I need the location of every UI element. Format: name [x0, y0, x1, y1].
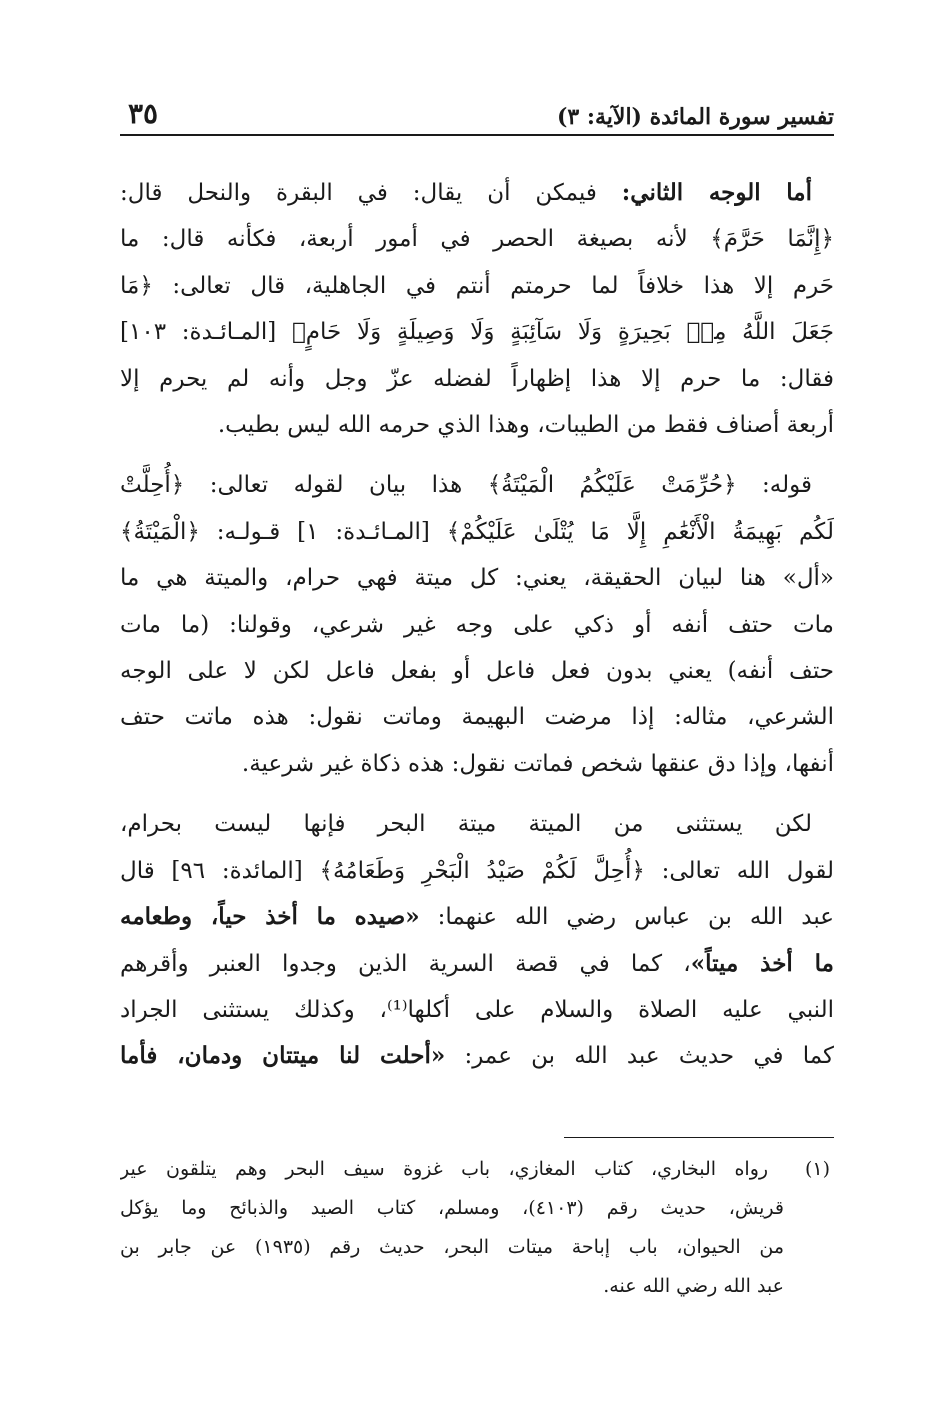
paragraph-2 [120, 462, 834, 787]
line-text: ، كما في قصة السرية الذين وجدوا العنبر وأقرهم [120, 950, 691, 977]
text-line: حَرم إلا هذا خلافاً لما حرمتم أنتم في الجاهلية، قال تعالى: ﴿مَا [120, 272, 834, 299]
text-line: لَكُم بَهِيمَةُ الْأَنْعَٰمِ إِلَّا مَا يُتْلَىٰ عَلَيْكُمْ﴾ [المـائـدة: ١] قـولـه: ﴿الْمَيْتَةُ﴾ [120, 518, 834, 545]
bold-phrase: «صيده ما أخذ حياً، وطعامه [120, 903, 420, 931]
text-line: مات حتف أنفه أو ذكي على وجه غير شرعي، وقولنا: (ما مات [120, 611, 834, 638]
footnote-separator [564, 1137, 834, 1138]
line-text: عبد الله بن عباس رضي الله عنهما: [419, 904, 834, 931]
text-line: ﴿إِنَّمَا حَرَّمَ﴾ لأنه بصيغة الحصر في أمور أربعة، فكأنه قال: ما [120, 226, 834, 253]
footnote-text: رواه البخاري، كتاب المغازي، باب غزوة سيف البحر وهم يتلقون عير [120, 1158, 769, 1180]
text-line: الشرعي، مثاله: إذا مرضت البهيمة وماتت نقول: هذه ماتت حتف [120, 704, 834, 731]
bold-phrase: أما الوجه الثاني: [621, 179, 812, 206]
text-line: «أل» هنا لبيان الحقيقة، يعني: كل ميتة فهي حرام، والميتة هي ما [120, 565, 834, 592]
text-line: لكن يستثنى من الميتة ميتة البحر فإنها ليست بحرام، [120, 811, 812, 838]
text-line: أنفها، وإذا دق عنقها شخص فماتت نقول: هذه ذكاة غير شرعية. [241, 750, 834, 777]
body-text [120, 170, 834, 1094]
running-title: تفسير سورة المائدة (الآية: ٣) [556, 104, 834, 130]
text-line: النبي عليه الصلاة والسلام على أكلها⁽¹⁾، وكذلك يستثنى الجراد [120, 996, 834, 1023]
line-text: كما في حديث عبد الله بن عمر: [445, 1043, 834, 1070]
text-line [120, 894, 834, 940]
page-header [120, 88, 834, 136]
bold-phrase: ما أخذ ميتاً» [690, 949, 834, 977]
text-line: فقال: ما حرم إلا هذا إظهاراً لفضله عزّ وجل وأنه لم يحرم إلا [120, 365, 834, 392]
footnote-marker: (١) [804, 1158, 830, 1180]
footnote-line [120, 1150, 830, 1189]
line-text: فيمكن أن يقال: في البقرة والنحل قال: [120, 180, 622, 206]
footnote-line: عبد الله رضي الله عنه. [603, 1275, 784, 1297]
footnote-line: من الحيوان، باب إباحة ميتات البحر، حديث رقم (١٩٣٥) عن جابر بن [120, 1236, 785, 1258]
bold-phrase: «أحلت لنا ميتتان ودمان، فأما [120, 1042, 446, 1070]
paragraph-3 [120, 801, 834, 1079]
text-line [120, 1033, 834, 1079]
text-line [120, 941, 834, 987]
text-line: أربعة أصناف فقط من الطيبات، وهذا الذي حرمه الله ليس بطيب. [217, 412, 834, 439]
text-line: قوله: ﴿حُرِّمَتْ عَلَيْكُمُ الْمَيْتَةُ﴾ هذا بيان لقوله تعالى: ﴿أُحِلَّتْ [120, 472, 812, 499]
footnote-line: قريش، حديث رقم (٤١٠٣)، ومسلم، كتاب الصيد والذبائح وما يؤكل [120, 1197, 784, 1219]
text-line: لقول الله تعالى: ﴿أُحِلَّ لَكُمْ صَيْدُ الْبَحْرِ وَطَعَامُهُ﴾ [المائدة: ٩٦] قال [120, 857, 834, 884]
text-line: حتف أنفه) يعني بدون فعل فاعل أو بفعل فاعل لكن لا على الوجه [120, 658, 834, 685]
footnotes [120, 1150, 830, 1306]
page-number: ٣٥ [128, 97, 159, 130]
text-line: جَعَلَ اللَّهُ مِنۢ بَحِيرَةٍ وَلَا سَآئِبَةٍ وَلَا وَصِيلَةٍ وَلَا حَامٍ﴾ [المـائـدة: ١٠٣] [120, 319, 834, 346]
text-line [120, 170, 834, 216]
paragraph-1 [120, 170, 834, 448]
